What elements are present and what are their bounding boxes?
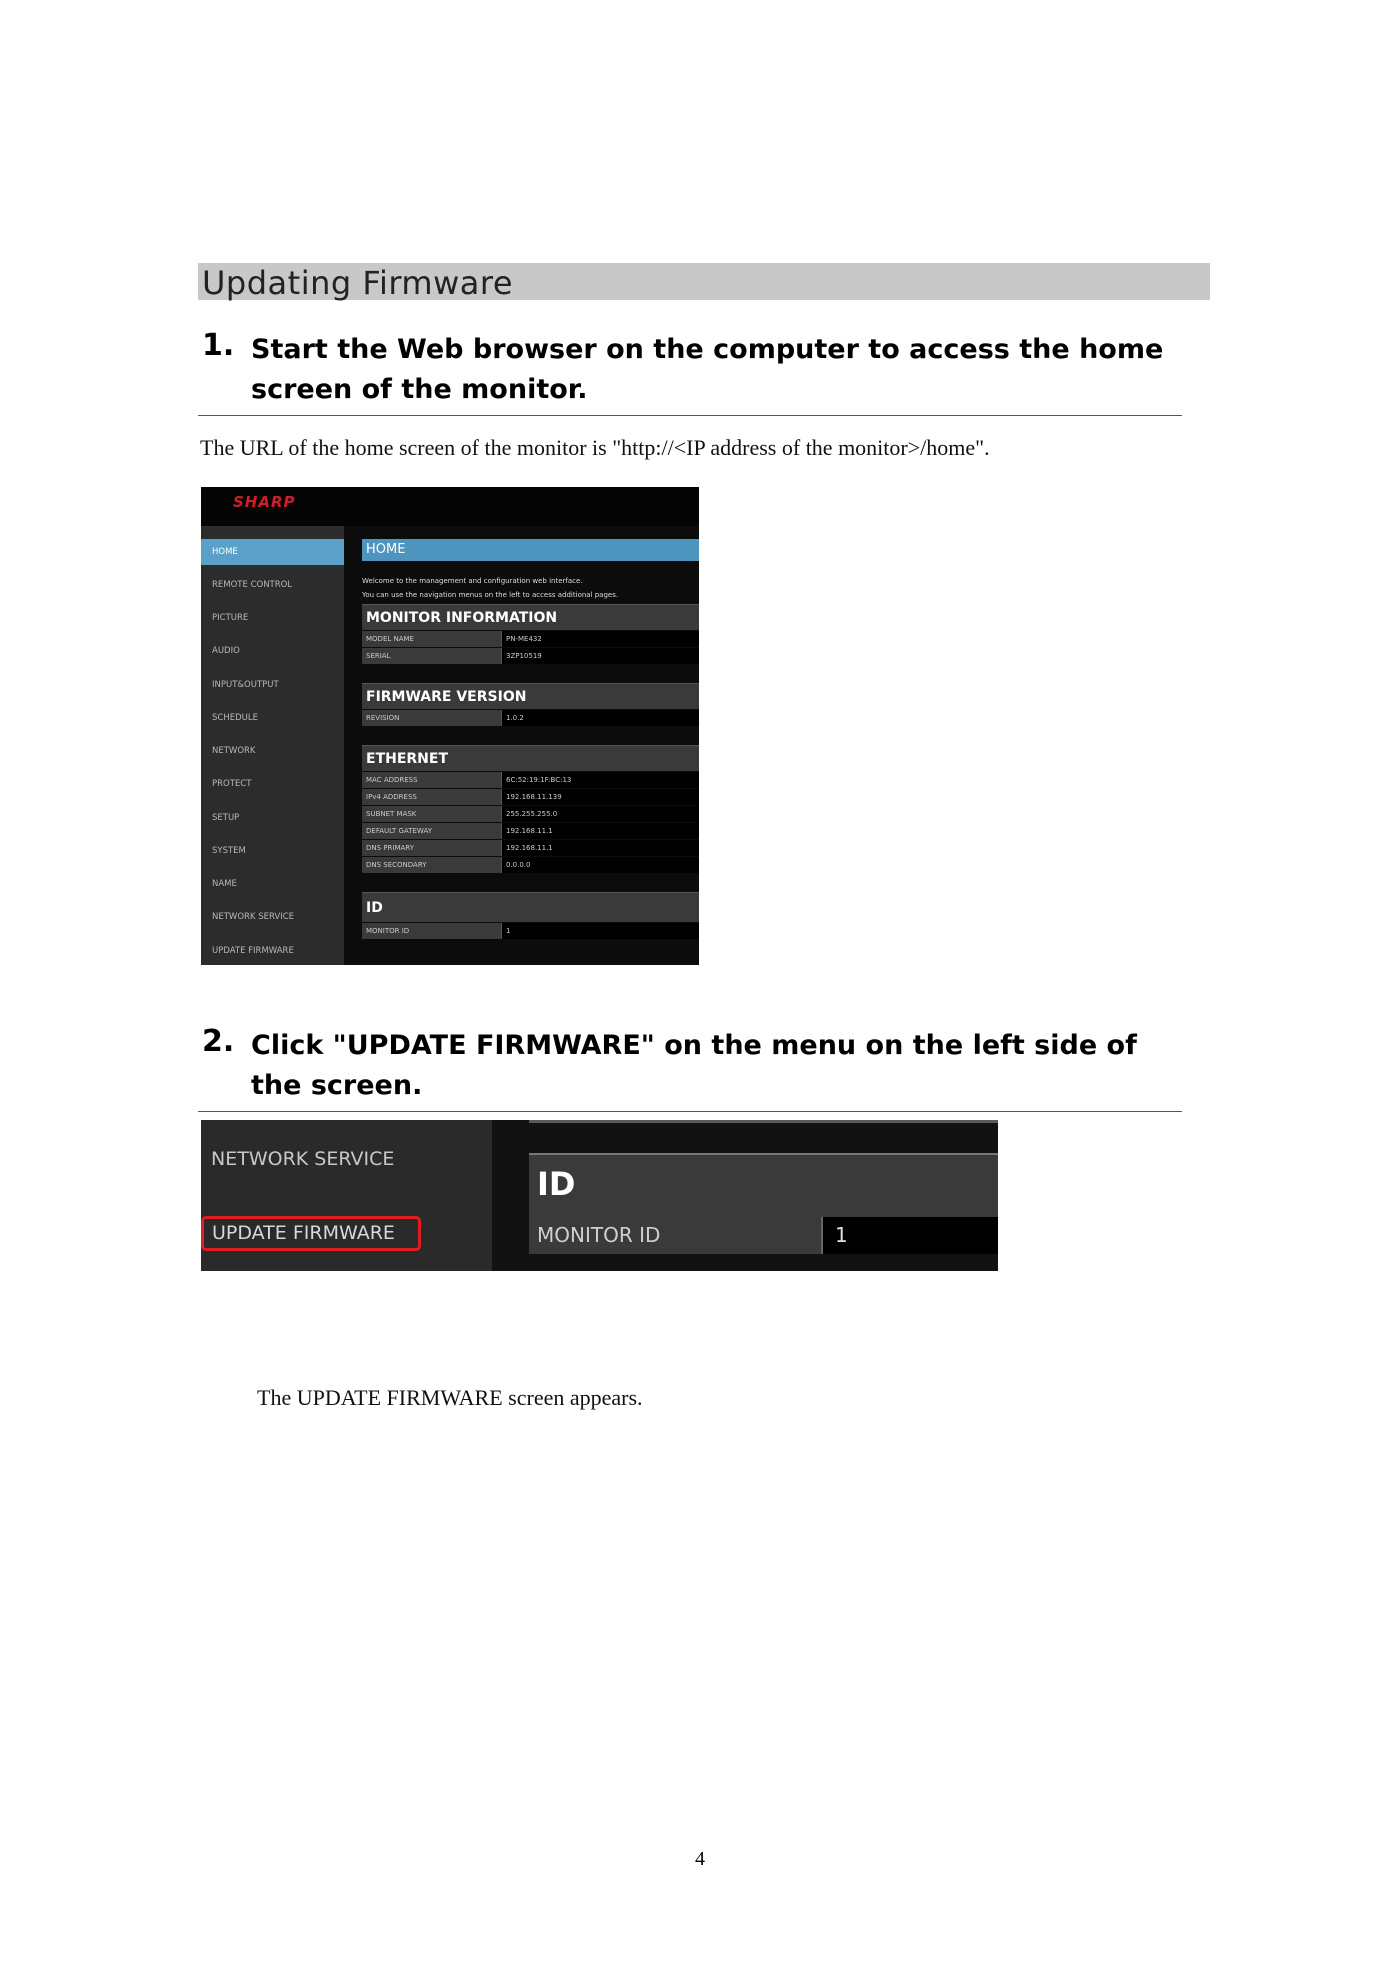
menu-item-update-firmware-highlighted[interactable]: UPDATE FIRMWARE	[201, 1216, 421, 1251]
info-row: DEFAULT GATEWAY 192.168.11.1	[362, 822, 699, 839]
info-row: MAC ADDRESS 6C:52:19:1F:BC:13	[362, 771, 699, 788]
menu-item-name[interactable]: NAME	[212, 879, 237, 889]
info-row: SUBNET MASK 255.255.255.0	[362, 805, 699, 822]
ethernet-group	[362, 745, 699, 873]
info-row: DNS SECONDARY 0.0.0.0	[362, 856, 699, 873]
info-row: DNS PRIMARY 192.168.11.1	[362, 839, 699, 856]
menu-item-network-service[interactable]: NETWORK SERVICE	[211, 1148, 395, 1170]
page-title: HOME	[362, 539, 699, 561]
step-2-text: Click "UPDATE FIRMWARE" on the menu on the left side of the screen.	[251, 1030, 1137, 1101]
info-row: IPv4 ADDRESS 192.168.11.139	[362, 788, 699, 805]
home-screen-screenshot	[201, 487, 699, 965]
step-2-result: The UPDATE FIRMWARE screen appears.	[257, 1385, 643, 1410]
menu-item-schedule[interactable]: SCHEDULE	[212, 713, 258, 723]
section-title: Updating Firmware	[202, 264, 514, 302]
group-title: ETHERNET	[362, 745, 699, 771]
menu-item-protect[interactable]: PROTECT	[212, 779, 252, 789]
info-row: MODEL NAME PN-ME432	[362, 630, 699, 647]
id-title: ID	[537, 1165, 576, 1203]
menu-item-remote-control[interactable]: REMOTE CONTROL	[212, 580, 293, 590]
menu-item-setup[interactable]: SETUP	[212, 813, 240, 823]
info-row: REVISION 1.0.2	[362, 709, 699, 726]
menu-item-picture[interactable]: PICTURE	[212, 613, 249, 623]
side-menu	[201, 1120, 492, 1271]
monitor-information-group	[362, 604, 699, 664]
monitor-id-row	[529, 1217, 998, 1254]
home-content	[344, 526, 699, 965]
menu-item-home[interactable]: HOME	[201, 539, 344, 565]
sharp-logo: SHARP	[233, 493, 296, 511]
menu-item-system[interactable]: SYSTEM	[212, 846, 246, 856]
section-heading	[198, 263, 1210, 300]
menu-item-network[interactable]: NETWORK	[212, 746, 256, 756]
info-row: MONITOR ID 1	[362, 922, 699, 939]
monitor-id-value: 1	[821, 1217, 998, 1254]
side-menu	[201, 526, 344, 965]
welcome-text: Welcome to the management and configuration web interface. You can use the navigation menus on the left to access additional pages.	[362, 577, 619, 599]
menu-item-update-firmware[interactable]: UPDATE FIRMWARE	[212, 946, 294, 956]
id-group-header	[529, 1153, 998, 1217]
update-firmware-screenshot	[201, 1120, 998, 1271]
content-area	[492, 1120, 998, 1271]
page-number: 4	[695, 1848, 705, 1870]
menu-item-audio[interactable]: AUDIO	[212, 646, 240, 656]
step-1-text: Start the Web browser on the computer to access the home screen of the monitor.	[251, 334, 1164, 405]
top-bar	[201, 487, 699, 526]
id-group	[362, 892, 699, 939]
step-1-note: The URL of the home screen of the monitor is "http://<IP address of the monitor>/home".	[200, 435, 990, 460]
menu-item-network-service[interactable]: NETWORK SERVICE	[212, 912, 295, 922]
info-row: SERIAL 3ZP10519	[362, 647, 699, 664]
group-title: MONITOR INFORMATION	[362, 604, 699, 630]
firmware-version-group	[362, 683, 699, 726]
step-2-number: 2.	[202, 1024, 235, 1059]
group-title: ID	[362, 892, 699, 922]
menu-item-input-output[interactable]: INPUT&OUTPUT	[212, 680, 279, 690]
step-2	[198, 1024, 1182, 1112]
monitor-id-label: MONITOR ID	[529, 1217, 821, 1254]
divider	[529, 1120, 998, 1123]
step-1	[198, 328, 1182, 416]
group-title: FIRMWARE VERSION	[362, 683, 699, 709]
step-1-number: 1.	[202, 328, 235, 363]
